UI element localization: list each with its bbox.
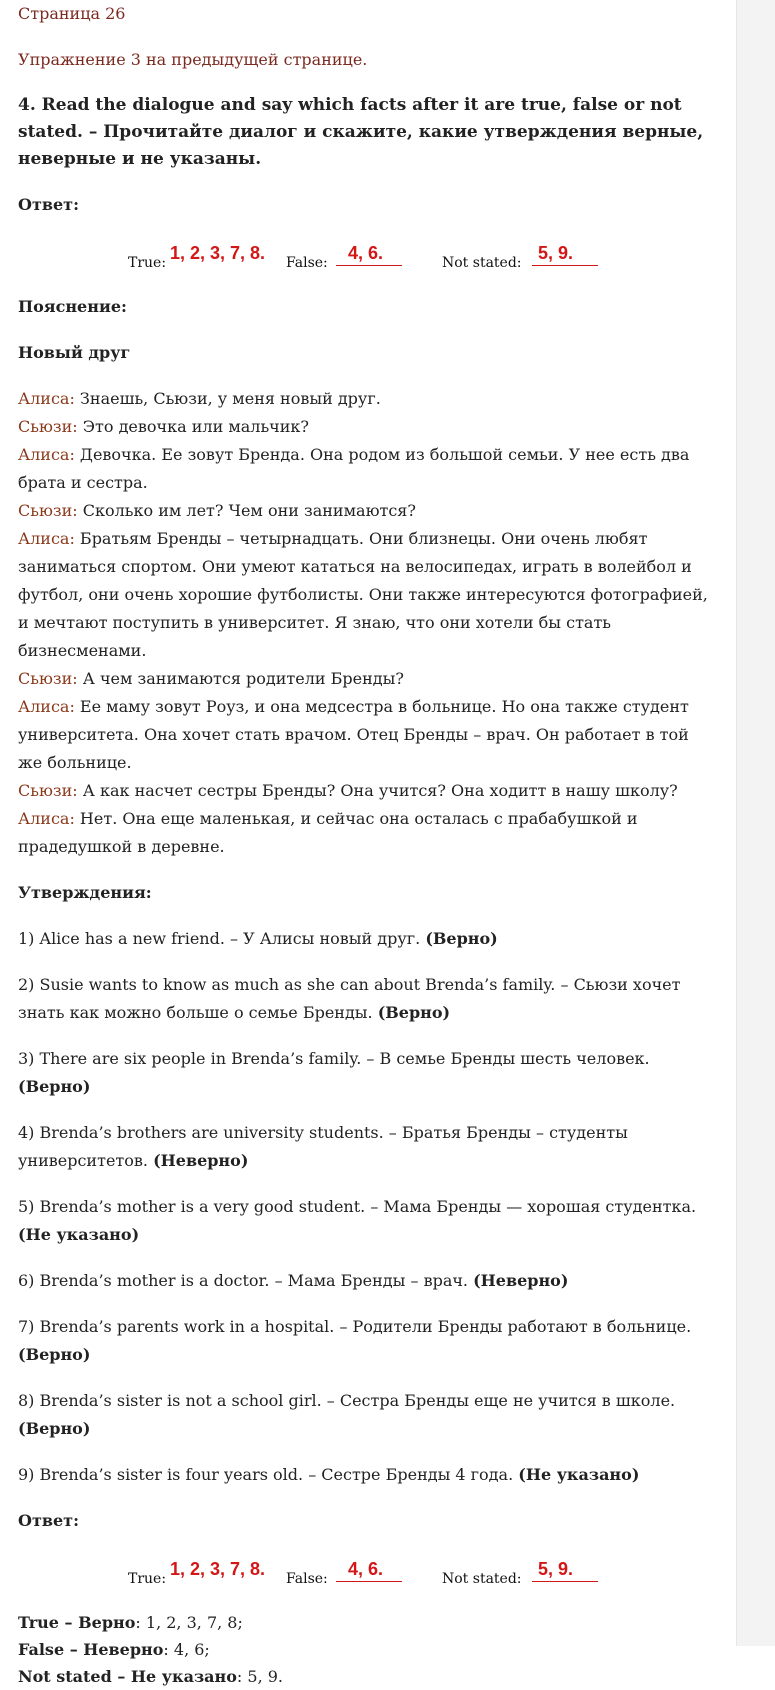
dialogue-line [18,497,718,525]
dialogue-line [18,441,718,497]
statement-verdict: (Не указано) [518,1465,640,1484]
answer-image-2 [18,1553,718,1591]
dialogue-line [18,777,718,805]
statement [18,925,718,953]
dialogue-line [18,413,718,441]
summary-label: True – Верно [18,1613,136,1632]
line-text: А чем занимаются родители Бренды? [77,669,404,688]
statement [18,1313,718,1369]
statement [18,1267,718,1295]
answer-image [18,237,718,275]
not-stated-underline [532,265,598,266]
answer-label: Ответ: [18,195,79,214]
statement-text: 6) Brenda’s mother is a doctor. – Мама Бренды – врач. [18,1271,474,1290]
statement-verdict: (Верно) [18,1077,91,1096]
statement-text: 5) Brenda’s mother is a very good student. – Мама Бренды — хорошая студентка. [18,1197,697,1216]
statement [18,1193,718,1249]
statement-text: 9) Brenda’s sister is four years old. – Сестре Бренды 4 года. [18,1465,519,1484]
speaker: Алиса: [18,697,75,716]
true-value: 1, 2, 3, 7, 8. [170,243,266,263]
speaker: Сьюзи: [18,501,78,520]
speaker: Алиса: [18,445,75,464]
statement-verdict: (Неверно) [473,1271,569,1290]
task-heading: 4. Read the dialogue and say which facts after it are true, false or not stated. – Прочитайте диалог и скажите, какие утверждения верные, неверные и не указаны. [18,95,704,169]
dialogue-line [18,385,718,413]
dialogue-title: Новый друг [18,343,131,362]
dialogue-line [18,525,718,665]
true-value: 1, 2, 3, 7, 8. [170,1559,266,1579]
dialogue-line [18,805,718,861]
false-underline [336,265,402,266]
true-label: True: [128,255,167,271]
summary-value: : 5, 9. [236,1667,284,1686]
page-label: Страница 26 [18,4,126,23]
line-text: Девочка. Ее зовут Бренда. Она родом из большой семьи. У нее есть два брата и сестра. [18,445,690,492]
not-stated-label: Not stated: [442,1571,522,1587]
speaker: Сьюзи: [18,417,78,436]
statement-verdict: (Верно) [18,1345,91,1364]
statement-verdict: (Неверно) [153,1151,249,1170]
false-underline [336,1581,402,1582]
false-value: 4, 6. [348,243,384,263]
line-text: Сколько им лет? Чем они занимаются? [77,501,416,520]
prev-exercise-note: Упражнение 3 на предыдущей странице. [18,50,368,69]
summary-line [18,1636,718,1663]
false-label: False: [286,255,328,271]
not-stated-value: 5, 9. [538,243,574,263]
statement-text: 2) Susie wants to know as much as she can about Brenda’s family. – Сьюзи хочет знать как можно больше о семье Бренды. [18,975,681,1022]
statement-text: 4) Brenda’s brothers are university students. – Братья Бренды – студенты университетов. [18,1123,628,1170]
speaker: Алиса: [18,809,75,828]
right-margin-strip [736,0,775,1646]
speaker: Алиса: [18,529,75,548]
speaker: Сьюзи: [18,669,78,688]
statement [18,971,718,1027]
line-text: Знаешь, Сьюзи, у меня новый друг. [74,389,381,408]
statement [18,1045,718,1101]
summary-line [18,1609,718,1636]
answer-label-2: Ответ: [18,1511,79,1530]
statement-text: 7) Brenda’s parents work in a hospital. – Родители Бренды работают в больнице. [18,1317,692,1336]
statement [18,1119,718,1175]
answer-summary [18,1609,718,1690]
false-value: 4, 6. [348,1559,384,1579]
not-stated-value: 5, 9. [538,1559,574,1579]
line-text: Братьям Бренды – четырнадцать. Они близнецы. Они очень любят заниматься спортом. Они умеют кататься на велосипедах, играть в волейбол и футбол, они очень хорошие футболисты. Они также интересуются фотографией, и мечтают поступить в университет. Я знаю, что они хотели бы стать бизнесменами. [18,529,708,660]
statements-label: Утверждения: [18,883,152,902]
true-label: True: [128,1571,167,1587]
speaker: Алиса: [18,389,75,408]
dialogue [18,385,718,861]
summary-label: False – Неверно [18,1640,164,1659]
statement-text: 3) There are six people in Brenda’s family. – В семье Бренды шесть человек. [18,1049,650,1068]
summary-label: Not stated – Не указано [18,1667,237,1686]
line-text: Это девочка или мальчик? [77,417,309,436]
dialogue-line [18,693,718,777]
statement-text: 1) Alice has a new friend. – У Алисы новый друг. [18,929,426,948]
not-stated-underline [532,1581,598,1582]
statement [18,1387,718,1443]
summary-line [18,1663,718,1690]
statement [18,1461,718,1489]
statement-verdict: (Не указано) [18,1225,140,1244]
line-text: Ее маму зовут Роуз, и она медсестра в больнице. Но она также студент университета. Она хочет стать врачом. Отец Бренды – врач. Он работает в той же больнице. [18,697,689,772]
statement-verdict: (Верно) [425,929,498,948]
statement-verdict: (Верно) [377,1003,451,1022]
explanation-label: Пояснение: [18,297,127,316]
statement-text: 8) Brenda’s sister is not a school girl. – Сестра Бренды еще не учится в школе. [18,1391,676,1410]
line-text: Нет. Она еще маленькая, и сейчас она осталась с прабабушкой и прадедушкой в деревне. [18,809,638,856]
summary-value: : 4, 6; [163,1640,210,1659]
article-content [18,0,718,1690]
dialogue-line [18,665,718,693]
not-stated-label: Not stated: [442,255,522,271]
false-label: False: [286,1571,328,1587]
statement-verdict: (Верно) [18,1419,91,1438]
speaker: Сьюзи: [18,781,78,800]
line-text: А как насчет сестры Бренды? Она учится? Она ходитт в нашу школу? [77,781,678,800]
summary-value: : 1, 2, 3, 7, 8; [135,1613,243,1632]
